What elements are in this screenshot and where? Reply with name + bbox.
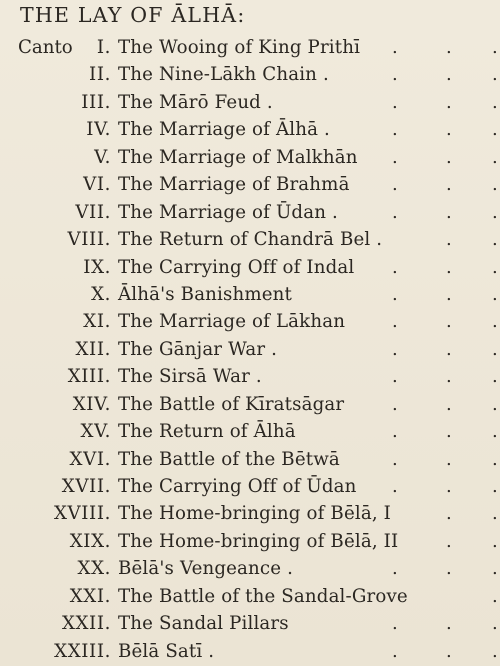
leader-dot: . [446, 256, 452, 278]
leader-dot: . [392, 311, 398, 333]
leader-dot: . [392, 393, 398, 415]
leader-dot: . [446, 530, 452, 552]
canto-entry [0, 281, 500, 308]
canto-numeral: XIX. [69, 530, 111, 552]
canto-entry [0, 473, 500, 500]
canto-numeral: XII. [75, 338, 111, 360]
leader-dot: . [446, 503, 452, 525]
leader-dot: . [446, 229, 452, 251]
leader-dot: . [446, 37, 452, 58]
leader-dot: . [492, 119, 498, 141]
leader-dot: . [492, 640, 498, 662]
leader-dot: . [492, 201, 498, 223]
canto-numeral: XX. [77, 558, 111, 580]
canto-entry [0, 446, 500, 473]
leader-dot: . [446, 64, 452, 86]
canto-title: The Marriage of Brahmā [118, 174, 350, 196]
leader-dot: . [446, 146, 452, 168]
leader-dot: . [446, 119, 452, 141]
leader-dot: . [492, 37, 498, 58]
contents-heading: THE LAY OF ĀLHĀ: [20, 3, 246, 27]
leader-dot: . [492, 311, 498, 333]
leader-dot: . [492, 613, 498, 635]
leader-dot: . [446, 174, 452, 196]
canto-numeral: I. [96, 37, 111, 58]
leader-dot: . [392, 448, 398, 470]
leader-dot: . [446, 640, 452, 662]
canto-entry [0, 391, 500, 418]
leader-dot: . [492, 393, 498, 415]
canto-entry [0, 61, 500, 88]
leader-dot: . [392, 146, 398, 168]
canto-entry [0, 610, 500, 637]
canto-entry [0, 363, 500, 390]
canto-numeral: II. [89, 64, 111, 86]
leader-dot: . [492, 174, 498, 196]
leader-dot: . [446, 283, 452, 305]
leader-dot: . [392, 256, 398, 278]
leader-dot: . [446, 311, 452, 333]
canto-title: The Sandal Pillars [118, 613, 289, 635]
canto-numeral: XXI. [69, 585, 111, 607]
canto-entry [0, 418, 500, 445]
leader-dot: . [492, 558, 498, 580]
leader-dot: . [446, 558, 452, 580]
leader-dot: . [492, 64, 498, 86]
canto-numeral: IX. [83, 256, 111, 278]
leader-dot: . [392, 174, 398, 196]
canto-numeral: XVI. [69, 448, 111, 470]
canto-title: The Sirsā War . [118, 366, 262, 388]
canto-numeral: XVII. [61, 476, 111, 497]
canto-title: The Return of Chandrā Bel . [118, 229, 383, 251]
leader-dot: . [446, 476, 452, 497]
leader-dot: . [492, 146, 498, 168]
leader-dot: . [446, 613, 452, 635]
canto-entry [0, 226, 500, 253]
canto-entry [0, 638, 500, 665]
canto-numeral: VI. [83, 174, 111, 196]
canto-numeral: XV. [80, 421, 111, 443]
canto-entry [0, 171, 500, 198]
leader-dot: . [446, 338, 452, 360]
canto-entry [0, 116, 500, 143]
canto-numeral: XIII. [67, 366, 111, 388]
leader-dot: . [392, 613, 398, 635]
leader-dot: . [492, 476, 498, 497]
canto-numeral: VIII. [67, 229, 111, 251]
leader-dot: . [392, 64, 398, 86]
leader-dot: . [392, 476, 398, 497]
canto-entry [0, 34, 500, 61]
canto-numeral: XXII. [61, 613, 111, 635]
canto-entry [0, 583, 500, 610]
leader-dot: . [446, 366, 452, 388]
leader-dot: . [492, 448, 498, 470]
canto-numeral: V. [94, 146, 111, 168]
canto-title: The Gānjar War . [118, 338, 278, 360]
canto-entry [0, 199, 500, 226]
canto-title: The Marriage of Malkhān [118, 146, 358, 168]
canto-title: The Wooing of King Prithī [118, 37, 361, 58]
canto-title: The Marriage of Ūdan . [118, 201, 338, 223]
canto-title: The Nine-Lākh Chain . [118, 64, 329, 86]
canto-title: The Home-bringing of Bēlā, II [118, 530, 399, 552]
leader-dot: . [392, 37, 398, 58]
leader-dot: . [492, 421, 498, 443]
canto-entry [0, 308, 500, 335]
leader-dot: . [492, 338, 498, 360]
canto-title: The Carrying Off of Ūdan [118, 476, 357, 497]
canto-title: The Marriage of Lākhan [118, 311, 346, 333]
canto-numeral: XIV. [72, 393, 111, 415]
leader-dot: . [446, 448, 452, 470]
canto-entry [0, 500, 500, 527]
canto-entry [0, 555, 500, 582]
canto-numeral: III. [81, 91, 111, 113]
leader-dot: . [446, 201, 452, 223]
leader-dot: . [492, 585, 498, 607]
leader-dot: . [492, 256, 498, 278]
canto-numeral: IV. [86, 119, 111, 141]
leader-dot: . [392, 640, 398, 662]
canto-title: The Home-bringing of Bēlā, I [118, 503, 392, 525]
leader-dot: . [492, 283, 498, 305]
canto-title: The Marriage of Ālhā . [118, 119, 330, 141]
leader-dot: . [446, 393, 452, 415]
canto-label: Canto [18, 37, 73, 58]
leader-dot: . [446, 91, 452, 113]
leader-dot: . [392, 201, 398, 223]
leader-dot: . [492, 530, 498, 552]
canto-title: The Return of Ālhā [118, 421, 296, 443]
leader-dot: . [392, 338, 398, 360]
canto-entry [0, 144, 500, 171]
leader-dot: . [492, 229, 498, 251]
canto-title: The Mārō Feud . [118, 91, 273, 113]
leader-dot: . [492, 503, 498, 525]
leader-dot: . [392, 421, 398, 443]
canto-entry [0, 254, 500, 281]
canto-entry [0, 336, 500, 363]
canto-list [0, 34, 500, 665]
leader-dot: . [446, 421, 452, 443]
canto-numeral: XI. [83, 311, 111, 333]
canto-numeral: XVIII. [53, 503, 111, 525]
leader-dot: . [392, 558, 398, 580]
leader-dot: . [492, 366, 498, 388]
canto-numeral: X. [91, 283, 111, 305]
canto-title: The Battle of Kīratsāgar [118, 393, 345, 415]
canto-entry [0, 528, 500, 555]
canto-entry [0, 89, 500, 116]
canto-title: Bēlā Satī . [118, 640, 215, 662]
leader-dot: . [392, 366, 398, 388]
leader-dot: . [392, 119, 398, 141]
canto-numeral: VII. [75, 201, 111, 223]
canto-title: The Carrying Off of Indal [118, 256, 355, 278]
canto-title: Ālhā's Banishment [118, 283, 292, 305]
canto-title: The Battle of the Bētwā [118, 448, 340, 470]
leader-dot: . [392, 283, 398, 305]
canto-numeral: XXIII. [54, 640, 111, 662]
canto-title: Bēlā's Vengeance . [118, 558, 294, 580]
leader-dot: . [392, 91, 398, 113]
canto-title: The Battle of the Sandal-Grove [118, 585, 408, 607]
leader-dot: . [492, 91, 498, 113]
